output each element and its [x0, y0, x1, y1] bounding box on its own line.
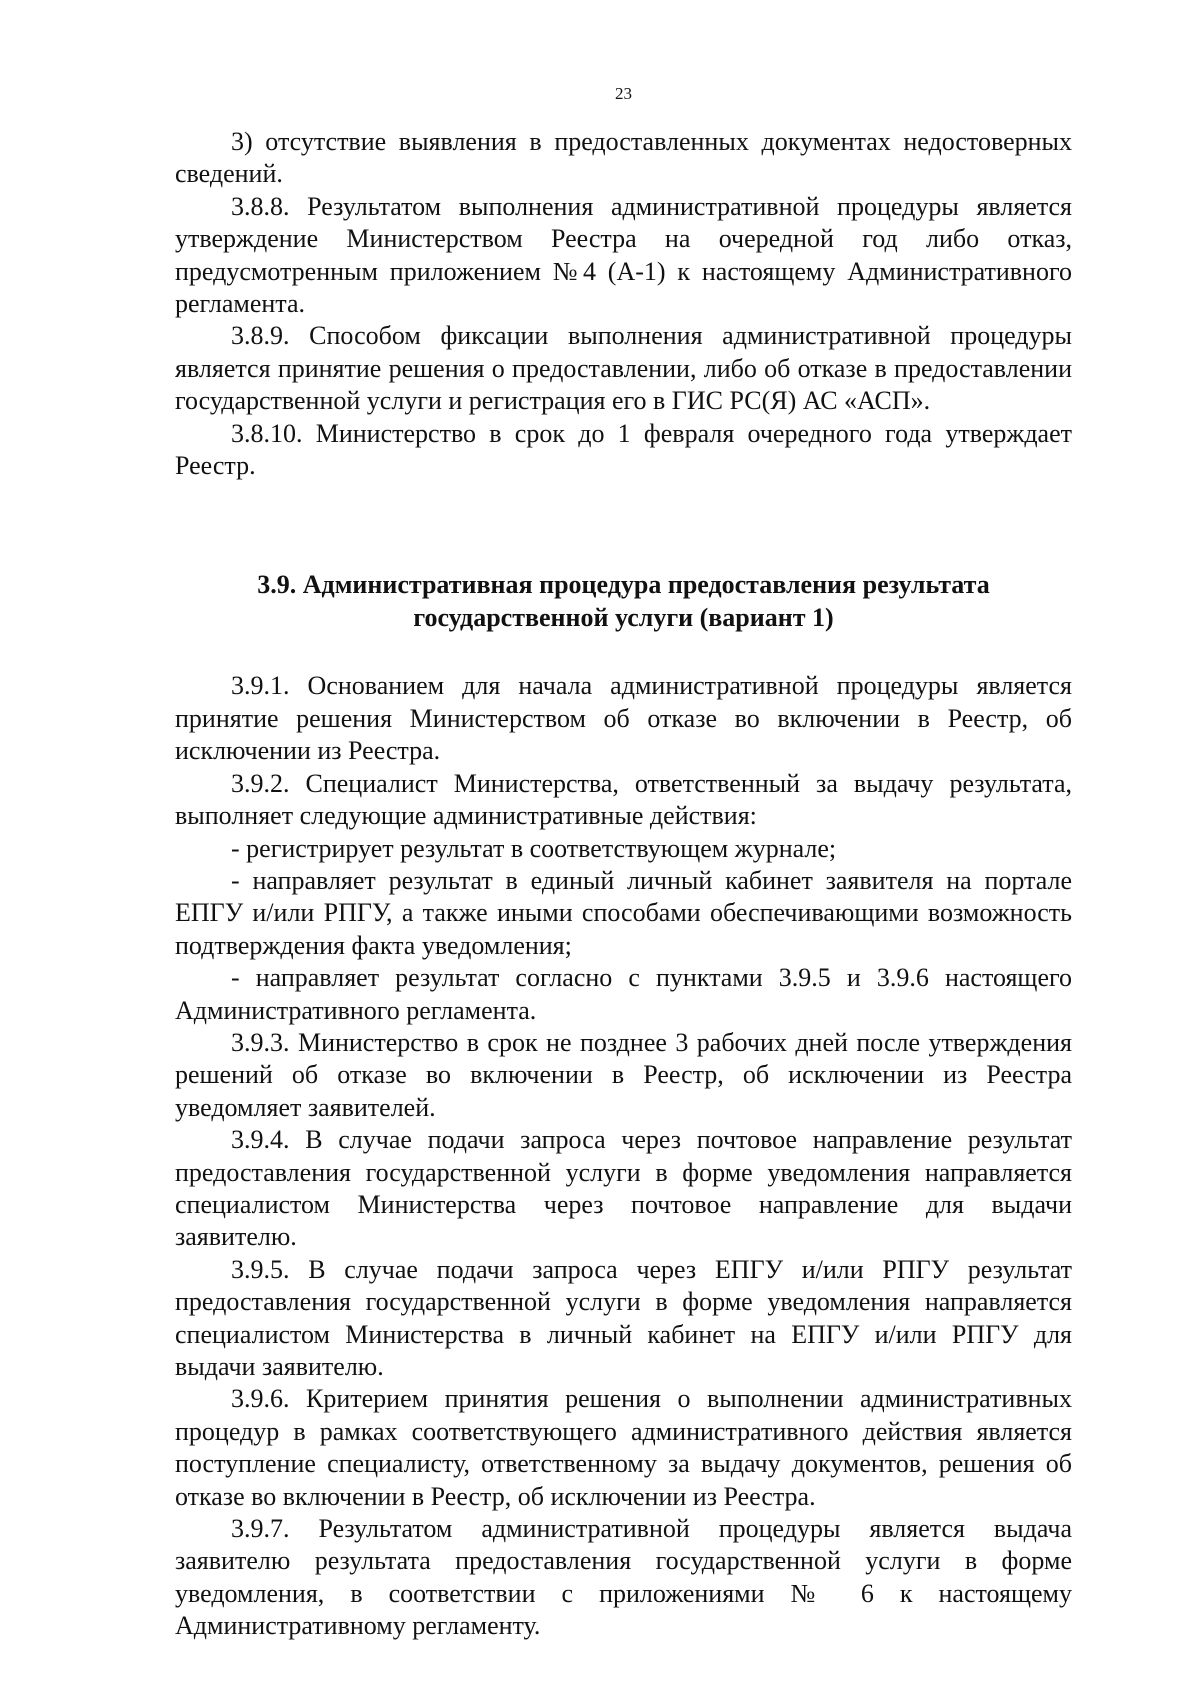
- paragraph-3-8-8: 3.8.8. Результатом выполнения административной процедуры является утверждение Министерством Реестра на очередной год либо отказ, предусмотренным приложением №4 (А-1) к настоящему Административного регламента.: [175, 191, 1072, 319]
- paragraph-3-9-3: 3.9.3. Министерство в срок не позднее 3 рабочих дней после утверждения решений об отказе во включении в Реестр, об исключении из Реестра уведомляет заявителей.: [175, 1027, 1072, 1122]
- section-title-line-1: 3.9. Административная процедура предоставления результата: [257, 570, 990, 600]
- paragraph-3-9-5: 3.9.5. В случае подачи запроса через ЕПГУ и/или РПГУ результат предоставления государственной услуги в форме уведомления направляется специалистом Министерства в личный кабинет на ЕПГУ и/или РПГУ для выдачи заявителю.: [175, 1254, 1072, 1381]
- list-item-send-cabinet: - направляет результат в единый личный кабинет заявителя на портале ЕПГУ и/или РПГУ, а также иными способами обеспечивающими возможность подтверждения факта уведомления;: [175, 865, 1072, 960]
- paragraph-3-9-6: 3.9.6. Критерием принятия решения о выполнении административных процедур в рамках соответствующего административного действия является поступление специалисту, ответственному за выдачу документов, решения об отказе во включении в Реестр, об исключении из Реестра.: [175, 1384, 1072, 1511]
- paragraph-item-3: 3) отсутствие выявления в предоставленных документах недостоверных сведений.: [175, 127, 1072, 189]
- paragraph-3-9-7: 3.9.7. Результатом административной процедуры является выдача заявителю результата предоставления государственной услуги в форме уведомления, в соответствии с приложениями № 6 к настоящему Административному регламенту.: [175, 1514, 1072, 1641]
- paragraph-3-9-1: 3.9.1. Основанием для начала административной процедуры является принятие решения Министерством об отказе во включении в Реестр, об исключении из Реестра.: [175, 671, 1072, 766]
- section-title-line-2: государственной услуги (вариант 1): [413, 603, 834, 633]
- section-title-3-9: [175, 568, 1072, 634]
- page-number: 23: [615, 84, 632, 103]
- paragraph-3-8-10: 3.8.10. Министерство в срок до 1 февраля очередного года утверждает Реестр.: [175, 418, 1072, 481]
- list-item-register: - регистрирует результат в соответствующем журнале;: [231, 833, 837, 863]
- section-spacer: [175, 482, 1072, 568]
- list-item-send-points: - направляет результат согласно с пунктами 3.9.5 и 3.9.6 настоящего Административного регламента.: [175, 963, 1072, 1025]
- paragraph-3-8-9: 3.8.9. Способом фиксации выполнения административной процедуры является принятие решения о предоставлении, либо об отказе в предоставлении государственной услуги и регистрация его в ГИС РС(Я) АС «АСП».: [175, 321, 1072, 416]
- paragraph-3-9-4: 3.9.4. В случае подачи запроса через почтовое направление результат предоставления государственной услуги в форме уведомления направляется специалистом Министерства через почтовое направление для выдачи заявителю.: [175, 1125, 1072, 1252]
- title-spacer: [175, 634, 1072, 670]
- paragraph-3-9-2: 3.9.2. Специалист Министерства, ответственный за выдачу результата, выполняет следующие административные действия:: [175, 768, 1072, 831]
